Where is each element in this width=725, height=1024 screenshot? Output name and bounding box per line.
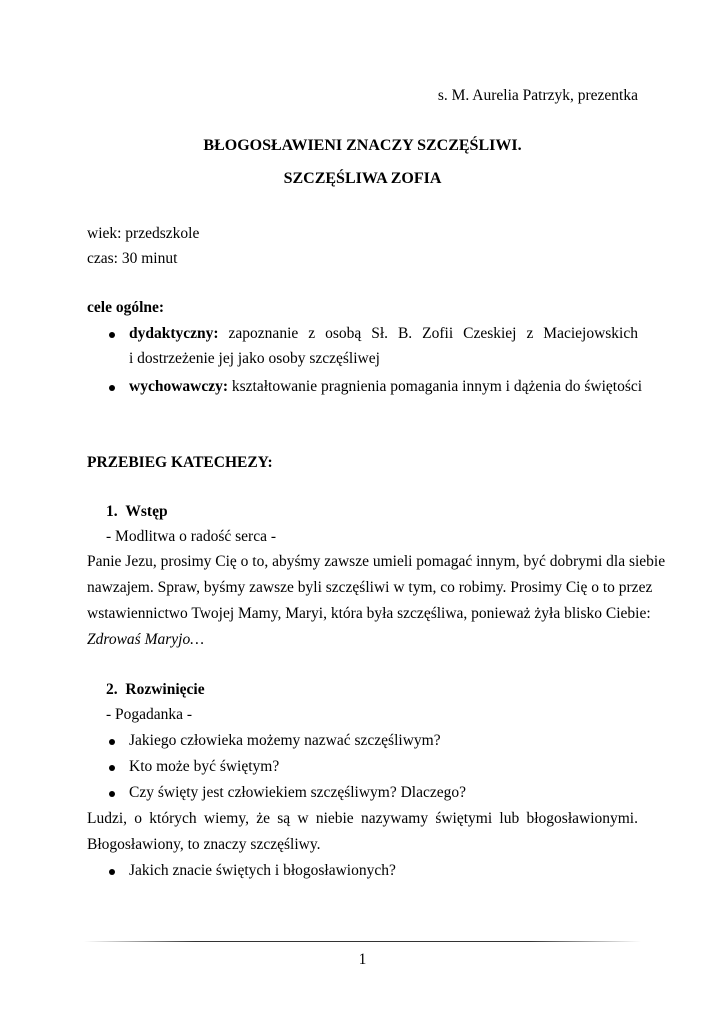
title-line-2: SZCZĘŚLIWA ZOFIA [283,170,442,187]
bullet-icon [108,331,116,339]
section-1-subheading: - Modlitwa o radość serca - [106,528,277,545]
bullet-icon [108,790,116,798]
age-line: wiek: przedszkole [87,225,200,242]
course-heading: PRZEBIEG KATECHEZY: [87,454,273,471]
goal-educational-text: kształtowanie pragnienia pomagania innym i dążenia do świętości [231,378,643,395]
goals-heading: cele ogólne: [87,299,165,316]
title-line-1: BŁOGOSŁAWIENI ZNACZY SZCZĘŚLIWI. [203,137,522,154]
question-4: Jakich znacie świętych i błogosławionych? [129,862,396,879]
goal-didactic-text: zapoznanie z osobą Sł. B. Zofii Czeskiej z Maciejowskich [228,325,638,342]
bullet-icon [108,764,116,772]
section-1-number: 1. [106,503,118,520]
paragraph-line-2: Błogosławiony, to znaczy szczęśliwy. [87,836,321,853]
paragraph-line-1: Ludzi, o których wiemy, że są w niebie nazywamy świętymi lub błogosławionymi. [87,810,638,827]
goal-didactic-line-1 [129,324,638,344]
goal-educational [129,377,642,397]
page-number: 1 [358,951,367,968]
question-3: Czy święty jest człowiekiem szczęśliwym? Dlaczego? [129,784,466,801]
section-2-subheading: - Pogadanka - [106,706,193,723]
time-line: czas: 30 minut [87,250,178,267]
author-line: s. M. Aurelia Patrzyk, prezentka [437,87,638,104]
bullet-icon [108,738,116,746]
section-2-title: Rozwinięcie [125,681,205,698]
goal-didactic-line-2: i dostrzeżenie jej jako osoby szczęśliwej [129,350,380,367]
section-1-heading [106,502,168,522]
prayer-name: Zdrowaś Maryjo [87,631,191,648]
prayer-line-3: wstawiennictwo Twojej Mamy, Maryi, która była szczęśliwa, ponieważ żyła blisko Ciebie: [87,605,651,622]
prayer-line-4: Zdrowaś Maryjo… [87,631,204,648]
question-1: Jakiego człowieka możemy nazwać szczęśliwym? [129,732,441,749]
bullet-icon [108,868,116,876]
goal-didactic-label: dydaktyczny: [129,325,219,342]
question-2: Kto może być świętym? [129,758,280,775]
footer-divider [84,941,641,942]
bullet-icon [108,384,116,392]
section-1-title: Wstęp [125,503,168,520]
section-2-number: 2. [106,681,118,698]
prayer-line-2: nawzajem. Spraw, byśmy zawsze byli szczęśliwi w tym, co robimy. Prosimy Cię o to przez [87,579,653,596]
goal-educational-label: wychowawczy: [129,378,229,395]
prayer-line-1: Panie Jezu, prosimy Cię o to, abyśmy zawsze umieli pomagać innym, być dobrymi dla siebie [87,553,666,570]
section-2-heading [106,680,205,700]
